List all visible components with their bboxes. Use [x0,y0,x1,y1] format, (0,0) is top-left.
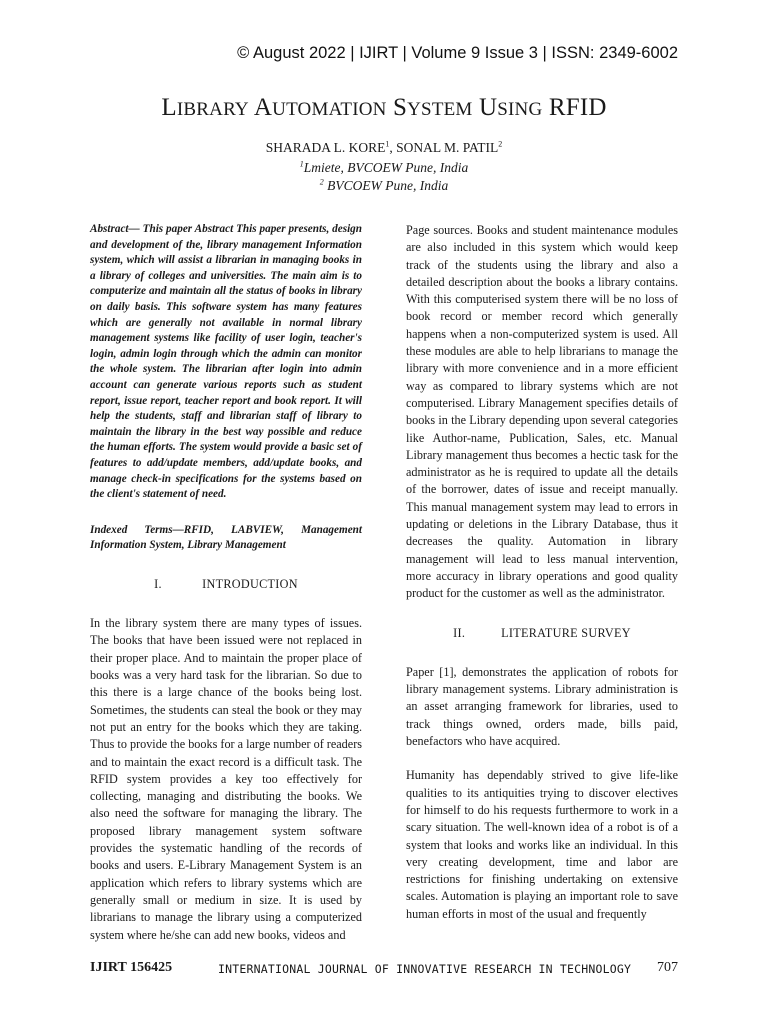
section-number: I. [154,576,162,591]
footer-paper-id: IJIRT 156425 [90,960,173,975]
section-number: II. [453,625,466,640]
author-name: SHARADA L. KORE [265,140,386,155]
title-letter: L [161,94,177,121]
title-word: UTOMATION [272,99,387,120]
section-heading [90,576,362,593]
section-title: LITERATURE SURVEY [501,625,631,640]
title-word: RFID [548,94,607,121]
paragraph-gap [406,750,678,767]
title-letter: A [253,94,273,121]
left-column [90,222,362,944]
journal-citation-header: © August 2022 | IJIRT | Volume 9 Issue 3 | ISSN: 2349-6002 [237,44,678,62]
affiliation-text: Lmiete, BVCOEW Pune, India [303,160,469,175]
title-letter: S [393,94,408,121]
right-column [406,222,678,923]
body-paragraph: Page sources. Books and student maintenance modules are also included in this system which would keep track of the students using the library and also a detailed description about the books a library contains. With this computerised system there will be no loss of book record or member record which generally happens when a non-computerized system is used. All these modules are able to help librarians to manage the library with more convenience and in a more efficient way as compared to library systems which are not computerised. Library Management specifies details of books in the Library depending upon several categories like Author-name, Publication, Sales, etc. Manual Library management thus becomes a hectic task for the administrator as he is required to update all the details of the borrower, dates of issue and receipt manually. This manual management system may lead to errors in updating or deletions in the Library Database, thus it decreases the quality. Automation in library management will lead to less manual intervention, more accuracy in library operations and good quality product for the customer as well as the administrator. [406,223,678,601]
introduction-paragraph: In the library system there are many types of issues. The books that have been issued were not replaced in their proper place. And to maintain the proper place of books was a very hard task for the librarian. So due to this there is a large chance of the books being lost. Sometimes, the students can steal the book or they may not put an entry for the books which they are taking. Thus to provide the books for a large number of readers and to maintain the exact record is a difficult task. The RFID system provides a key too effectively for collecting, managing and distributing the books. We also need the software for managing the library. The proposed library management system software provides the systematic handling of the records of books and users. E-Library Management System is an application which refers to library systems which are generally small or medium in size. It is used by librarians to manage the library using a computerized system where he/she can add new books, videos and [90,616,362,942]
author-affil-mark: 1 [385,139,390,149]
literature-paragraph: Paper [1], demonstrates the application of robots for library management systems. Library administration is an asset arranging framework for libraries, used to track things owned, orders made, bills paid, benefactors who have acquired. [406,664,678,749]
title-word: SING [497,99,543,120]
affiliation [0,160,768,176]
author-name: SONAL M. PATIL [396,140,499,155]
paper-title [0,94,768,122]
affiliation-mark: 1 [299,159,304,169]
affiliation-text: BVCOEW Pune, India [323,178,449,193]
title-word: YSTEM [407,99,473,120]
index-terms: Indexed Terms—RFID, LABVIEW, Management Information System, Library Management [90,523,362,552]
title-word: IBRARY [176,99,249,120]
affiliation [0,178,768,194]
affiliation-mark: 2 [319,177,324,187]
author-separator: , [389,140,397,155]
title-letter: U [478,94,498,121]
footer-journal-name: INTERNATIONAL JOURNAL OF INNOVATIVE RESEARCH IN TECHNOLOGY [218,962,632,976]
section-title: INTRODUCTION [202,576,298,591]
section-heading [406,625,678,642]
author-list [0,140,768,156]
abstract: Abstract— This paper Abstract This paper presents, design and development of the, library management Information system, which will assist a librarian in managing books in a library of colleges and universities. The main aim is to computerize and maintain all the status of books in library on daily basis. This software system has many features which are generally not available in normal library management systems like facility of user login, teacher's login, admin login through which the admin can monitor the whole system. The librarian after login into admin account can generate various reports such as student report, issue report, teacher report and book report. It will help the students, staff and librarian staff of library to maintain the library in the best way possible and reduce the human efforts. The system would provide a basic set of features to add/update members, add/update books, and manage check-in specifications for the systems based on the client's statement of need. [90,223,362,501]
literature-paragraph: Humanity has dependably strived to give life-like qualities to its antiquities trying to discover electives for himself to do his requests furthermore to work in a scary situation. The well-known idea of a robot is of a system that looks and works like an individual. In this very creating development, time and labor are restrictions for finishing undertaking on extensive scales. Automation is playing an important role to save human efforts in most of the usual and frequently [406,768,678,921]
page-number: 707 [657,960,678,975]
author-affil-mark: 2 [498,139,503,149]
